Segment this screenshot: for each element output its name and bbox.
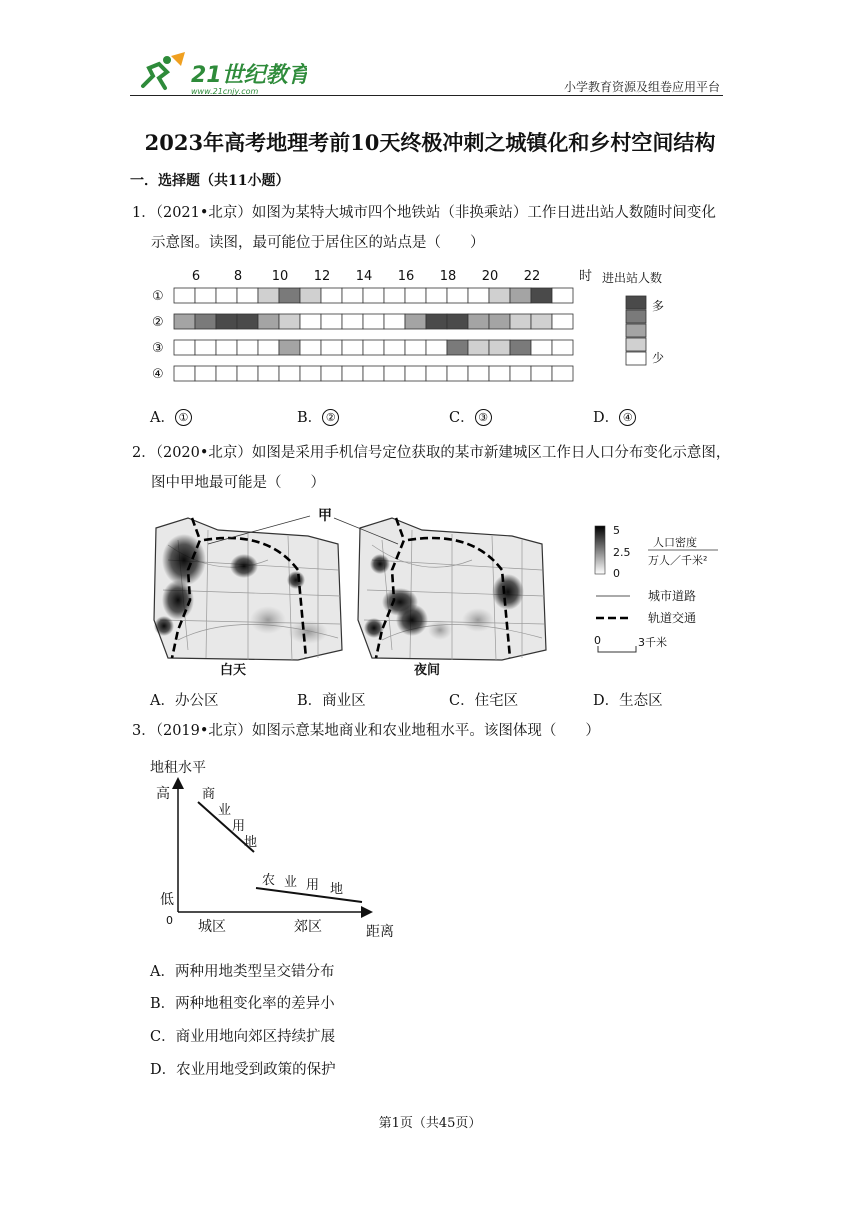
- flow-cell: [405, 314, 426, 329]
- flow-cell: [405, 340, 426, 355]
- flow-cell: [279, 288, 300, 303]
- flow-cell: [258, 366, 279, 381]
- flow-cell: [489, 288, 510, 303]
- hour-label: 6: [191, 269, 201, 284]
- x-suburb-label: 郊区: [294, 919, 322, 935]
- flow-cell: [552, 366, 573, 381]
- hour-label: 20: [481, 269, 499, 284]
- flow-cell: [237, 340, 258, 355]
- flow-cell: [216, 340, 237, 355]
- flow-cell: [510, 340, 531, 355]
- flow-cell: [447, 314, 468, 329]
- flow-cell: [195, 288, 216, 303]
- flow-cell: [468, 366, 489, 381]
- commercial-label-2: 业: [218, 803, 232, 818]
- flow-legend-swatch: [626, 352, 646, 365]
- flow-cell: [321, 366, 342, 381]
- flow-cell: [258, 314, 279, 329]
- road-legend-label: 城市道路: [648, 589, 697, 603]
- flow-legend-swatch: [626, 338, 646, 351]
- hour-label: 12: [313, 269, 331, 284]
- flow-cell: [384, 340, 405, 355]
- q2-option-d[interactable]: D．生态区: [593, 693, 663, 709]
- flow-cell: [531, 366, 552, 381]
- hour-label: 22: [523, 269, 541, 284]
- agri-label-2: 业: [284, 875, 298, 890]
- legend-unit: 万人／千米²: [648, 554, 708, 567]
- page-number: 第1页（共45页）: [378, 1116, 482, 1131]
- question-1-line-2: 示意图。读图，最可能位于居住区的站点是（ ）: [151, 235, 485, 251]
- commercial-label-3: 用: [232, 819, 246, 834]
- commercial-label-1: 商: [202, 787, 216, 802]
- flow-legend-swatch: [626, 296, 646, 309]
- flow-cell: [237, 366, 258, 381]
- legend-min: 0: [613, 567, 620, 580]
- station-label: ③: [152, 341, 164, 356]
- flow-cell: [279, 314, 300, 329]
- q1-option-a[interactable]: A． ①: [150, 406, 192, 427]
- flow-cell: [363, 288, 384, 303]
- hour-label: 14: [355, 269, 373, 284]
- flow-cell: [447, 288, 468, 303]
- flow-cell: [174, 288, 195, 303]
- night-map-label: 夜间: [414, 663, 441, 678]
- flow-cell: [321, 314, 342, 329]
- question-2-line-2: 图中甲地最可能是（ ）: [151, 475, 325, 491]
- q3-option-b[interactable]: B．两种地租变化率的差异小: [150, 996, 335, 1012]
- station-label: ①: [152, 289, 164, 304]
- flow-legend-low: 少: [652, 351, 665, 365]
- flow-cell: [426, 340, 447, 355]
- day-map: [154, 518, 342, 678]
- flow-cell: [552, 314, 573, 329]
- flow-cell: [174, 314, 195, 329]
- commercial-label-4: 地: [244, 835, 258, 850]
- q1-option-c[interactable]: C． ③: [449, 406, 492, 427]
- flow-cell: [531, 340, 552, 355]
- flow-cell: [426, 288, 447, 303]
- flow-cell: [237, 288, 258, 303]
- flow-cell: [510, 314, 531, 329]
- flow-cell: [279, 366, 300, 381]
- site-logo: [137, 52, 307, 96]
- question-2-stem: [132, 438, 732, 498]
- scale-label: 3千米: [638, 636, 667, 649]
- flow-cell: [237, 314, 258, 329]
- night-map: [358, 518, 546, 678]
- platform-name: 小学教育资源及组卷应用平台: [563, 80, 720, 94]
- flow-cell: [216, 314, 237, 329]
- density-scale-bar: [595, 526, 605, 574]
- flow-legend-swatch: [626, 310, 646, 323]
- land-rent-diagram: [150, 756, 400, 946]
- day-map-label: 白天: [220, 663, 247, 678]
- x-axis-label: 距离: [366, 924, 394, 940]
- flow-cell: [363, 366, 384, 381]
- question-2-line-1: 2．（2020•北京）如图是采用手机信号定位获取的某市新建城区工作日人口分布变化示意图，: [132, 445, 731, 461]
- q3-option-d[interactable]: D．农业用地受到政策的保护: [150, 1062, 336, 1078]
- population-map-figure: [148, 500, 718, 682]
- flow-cell: [510, 288, 531, 303]
- flow-cell: [342, 340, 363, 355]
- flow-cell: [552, 288, 573, 303]
- q2-option-a[interactable]: A．办公区: [150, 693, 219, 709]
- logo-url: www.21cnjy.com: [191, 87, 259, 96]
- q2-option-c[interactable]: C．住宅区: [449, 693, 519, 709]
- flow-cell: [363, 340, 384, 355]
- x-city-label: 城区: [198, 919, 226, 935]
- flow-cell: [468, 340, 489, 355]
- agri-label-4: 地: [330, 882, 344, 897]
- flow-cell: [342, 314, 363, 329]
- y-axis-label: 地租水平: [150, 760, 206, 776]
- flow-cell: [363, 314, 384, 329]
- q1-option-d[interactable]: D． ④: [593, 406, 636, 427]
- flow-cell: [405, 366, 426, 381]
- flow-cell: [468, 288, 489, 303]
- land-rent-graph: [150, 756, 400, 942]
- flow-cell: [195, 340, 216, 355]
- flow-cell: [300, 340, 321, 355]
- logo-text: 21世纪教育: [191, 63, 307, 88]
- flow-cell: [489, 366, 510, 381]
- flow-cell: [216, 366, 237, 381]
- y-low-label: 低: [160, 892, 174, 908]
- flow-cell: [342, 366, 363, 381]
- flow-cell: [258, 288, 279, 303]
- flow-cell: [468, 314, 489, 329]
- flow-cell: [300, 314, 321, 329]
- station-flow-chart: [150, 262, 710, 400]
- q3-option-c[interactable]: C．商业用地向郊区持续扩展: [150, 1029, 336, 1045]
- question-1-stem: [132, 198, 732, 258]
- flow-cell: [531, 314, 552, 329]
- flow-cell: [447, 366, 468, 381]
- q1-option-b[interactable]: B． ②: [297, 406, 339, 427]
- hour-label: 10: [271, 269, 289, 284]
- q3-option-a[interactable]: A．两种用地类型呈交错分布: [150, 964, 335, 980]
- agri-label-3: 用: [306, 878, 320, 893]
- flow-cell: [384, 314, 405, 329]
- legend-max: 5: [613, 524, 620, 537]
- flow-cell: [552, 340, 573, 355]
- station-flow-grid: [150, 262, 710, 396]
- q2-option-b[interactable]: B．商业区: [297, 693, 366, 709]
- y-high-label: 高: [156, 786, 170, 802]
- flow-cell: [174, 340, 195, 355]
- marker-jia: 甲: [318, 508, 332, 524]
- flow-cell: [321, 288, 342, 303]
- population-density-maps: [148, 500, 718, 686]
- station-label: ②: [152, 315, 164, 330]
- runner-logo-icon: [137, 52, 307, 96]
- flow-cell: [426, 314, 447, 329]
- flow-cell: [174, 366, 195, 381]
- flow-cell: [258, 340, 279, 355]
- flow-cell: [489, 314, 510, 329]
- flow-cell: [384, 366, 405, 381]
- flow-cell: [300, 288, 321, 303]
- section-heading: 一．选择题（共11小题）: [130, 173, 290, 189]
- flow-cell: [195, 314, 216, 329]
- flow-cell: [489, 340, 510, 355]
- hour-label: 18: [439, 269, 457, 284]
- flow-cell: [342, 288, 363, 303]
- flow-cell: [216, 288, 237, 303]
- scale-bar: [598, 646, 636, 652]
- flow-legend-title: 进出站人数: [602, 271, 663, 285]
- flow-cell: [510, 366, 531, 381]
- flow-cell: [321, 340, 342, 355]
- hour-label: 8: [233, 269, 243, 284]
- scale-zero: 0: [594, 634, 601, 647]
- origin-label: 0: [166, 914, 173, 927]
- page-title: 2023年高考地理考前10天终极冲刺之城镇化和乡村空间结构: [144, 130, 716, 155]
- question-3-stem: 3．（2019•北京）如图示意某地商业和农业地租水平。该图体现（ ）: [132, 723, 600, 739]
- rail-legend-label: 轨道交通: [648, 611, 697, 625]
- flow-cell: [300, 366, 321, 381]
- hour-label: 16: [397, 269, 415, 284]
- hour-unit-label: 时: [579, 269, 593, 284]
- flow-cell: [384, 288, 405, 303]
- flow-cell: [531, 288, 552, 303]
- flow-legend-swatch: [626, 324, 646, 337]
- flow-cell: [195, 366, 216, 381]
- station-label: ④: [152, 367, 164, 382]
- flow-cell: [426, 366, 447, 381]
- agri-label-1: 农: [262, 873, 276, 888]
- map-legend: [594, 524, 718, 652]
- legend-mid: 2.5: [613, 546, 631, 559]
- flow-cell: [279, 340, 300, 355]
- flow-cell: [447, 340, 468, 355]
- question-1-line-1: 1．（2021•北京）如图为某特大城市四个地铁站（非换乘站）工作日进出站人数随时间变化: [132, 205, 716, 221]
- flow-cell: [405, 288, 426, 303]
- header-divider: [130, 95, 723, 96]
- legend-title: 人口密度: [653, 536, 697, 549]
- flow-legend-high: 多: [652, 299, 665, 313]
